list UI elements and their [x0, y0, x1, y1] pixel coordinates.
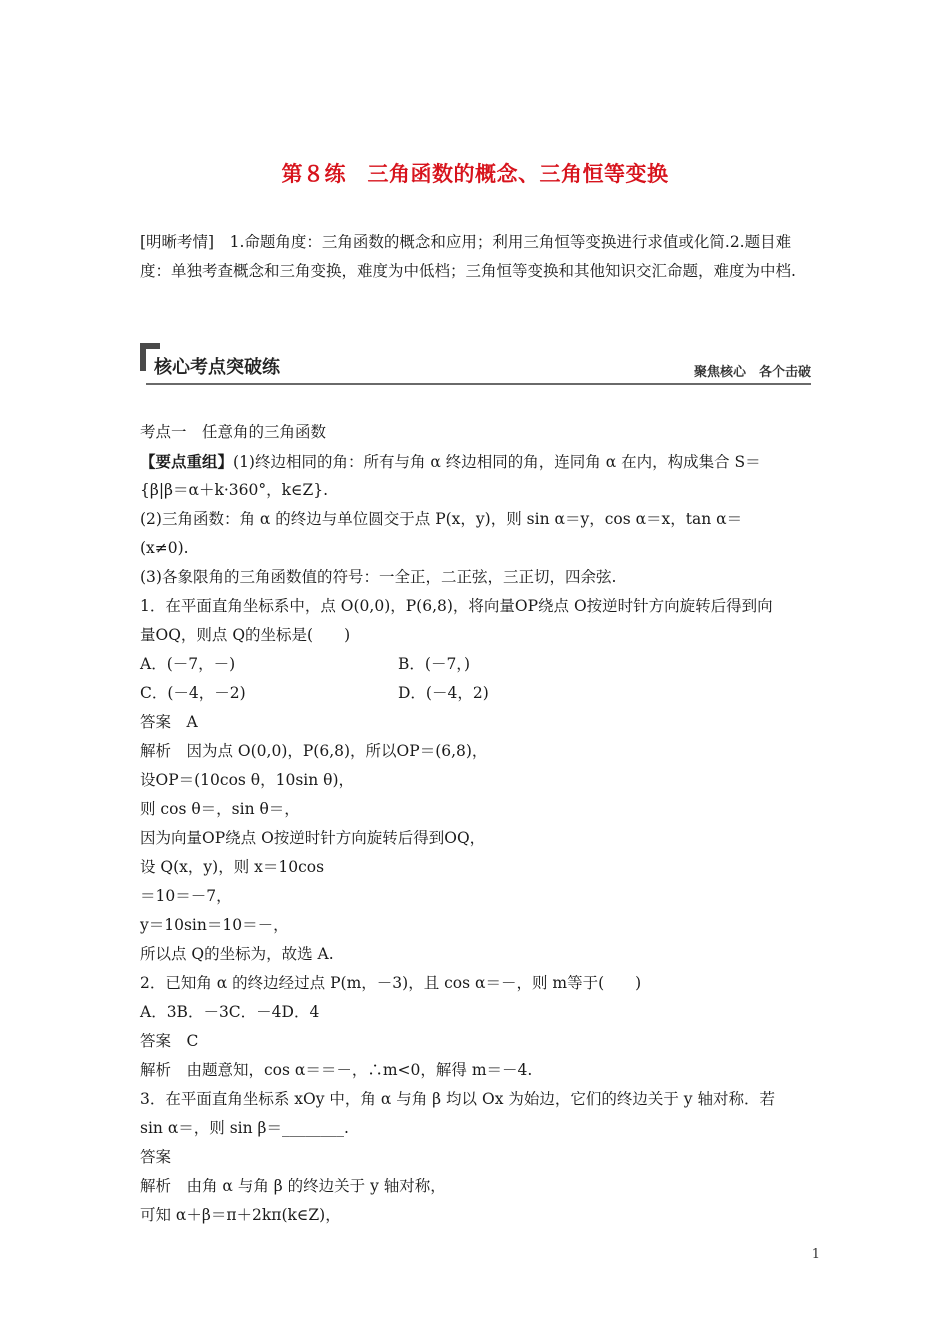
option-a: A．(－7，－) [140, 655, 236, 673]
question-2: 2．已知角 α 的终边经过点 P(m，－3)，且 cos α＝－，则 m等于( ) [140, 974, 642, 992]
question-2-options: A．3B．－3C．－4D．4 [140, 1003, 320, 1021]
key-point-1-text: (1)终边相同的角：所有与角 α 终边相同的角，连同角 α 在内，构成集合 S＝ [233, 453, 761, 471]
question-3-cont: sin α＝，则 sin β＝________. [140, 1119, 349, 1137]
key-point-2-cont: (x≠0). [140, 539, 189, 557]
option-d: D．(－4，2) [398, 684, 489, 702]
solution-line: 因为向量OP绕点 O按逆时针方向旋转后得到OQ， [140, 829, 486, 847]
solution-line: 所以点 Q的坐标为，故选 A. [140, 945, 334, 963]
key-point-2: (2)三角函数：角 α 的终边与单位圆交于点 P(x，y)，则 sin α＝y，cos α＝x，tan α＝ [140, 510, 743, 528]
option-c: C．(－4，－2) [140, 684, 246, 702]
question-3: 3．在平面直角坐标系 xOy 中，角 α 与角 β 均以 Ox 为始边，它们的终边关于 y 轴对称．若 [140, 1090, 775, 1108]
solution-line: ＝10＝－7， [140, 887, 232, 905]
question-1-cont: 量OQ，则点 Q的坐标是( ) [140, 626, 351, 644]
solution-line: 解析 因为点 O(0,0)，P(6,8)，所以OP＝(6,8)， [140, 742, 488, 760]
solution-line: 解析 由角 α 与角 β 的终边关于 y 轴对称， [140, 1177, 446, 1195]
solution-line: 设OP＝(10cos θ，10sin θ)， [140, 771, 355, 789]
question-1-options-row-2 [140, 679, 812, 708]
key-point-label: 【要点重组】 [140, 452, 234, 471]
key-point-1 [140, 447, 812, 476]
solution-line: y＝10sin＝10＝－， [140, 916, 289, 934]
intro-paragraph: [明晰考情] 1.命题角度：三角函数的概念和应用；利用三角恒等变换进行求值或化简.2.题目难度：单独考查概念和三角变换，难度为中低档；三角恒等变换和其他知识交汇命题，难度为中档. [140, 233, 796, 280]
banner-corner-mark-top [140, 343, 160, 349]
question-1-answer: 答案 A [140, 713, 198, 731]
solution-line: 设 Q(x，y)，则 x＝10cos [140, 858, 325, 876]
solution-line: 可知 α＋β＝π＋2kπ(k∈Z)， [140, 1206, 341, 1224]
banner-title: 核心考点突破练 [154, 357, 280, 378]
banner-slogan: 聚焦核心 各个击破 [693, 365, 811, 380]
section-banner [140, 343, 811, 387]
banner-underline [146, 383, 811, 385]
key-point-3: (3)各象限角的三角函数值的符号：一全正，二正弦，三正切，四余弦. [140, 568, 617, 586]
question-1: 1．在平面直角坐标系中，点 O(0,0)，P(6,8)，将向量OP绕点 O按逆时针方向旋转后得到向 [140, 597, 773, 615]
key-point-1-cont: {β|β＝α＋k·360°，k∈Z}. [140, 481, 329, 499]
solution-line: 则 cos θ＝，sin θ＝， [140, 800, 300, 818]
question-1-options-row-1 [140, 650, 812, 679]
question-3-answer: 答案 [140, 1148, 172, 1166]
section-heading: 考点一 任意角的三角函数 [140, 423, 327, 441]
solution-line: 解析 由题意知，cos α＝＝－，∴m<0，解得 m＝－4. [140, 1061, 533, 1079]
document-title: 第８练 三角函数的概念、三角恒等变换 [281, 162, 669, 186]
main-content [140, 418, 812, 1230]
option-b: B．(－7，) [398, 655, 471, 673]
page-number: 1 [811, 1247, 820, 1262]
question-2-answer: 答案 C [140, 1032, 199, 1050]
